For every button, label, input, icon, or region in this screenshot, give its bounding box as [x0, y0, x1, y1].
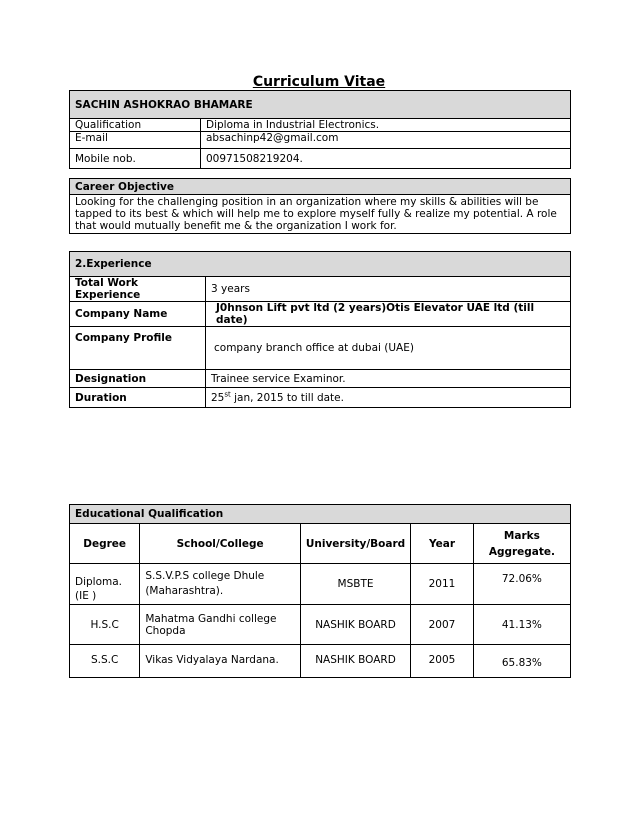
- page-title: Curriculum Vitae: [252, 74, 386, 90]
- education-table: [69, 504, 571, 678]
- experience-heading: 2.Experience: [70, 252, 571, 277]
- designation-value: Trainee service Examinor.: [206, 370, 571, 388]
- company-name-label: Company Name: [70, 302, 206, 327]
- total-experience-label: Total Work Experience: [70, 277, 206, 302]
- university-cell: NASHIK BOARD: [300, 605, 410, 645]
- total-experience-value: 3 years: [206, 277, 571, 302]
- column-header-university: University/Board: [300, 524, 410, 564]
- duration-label: Duration: [70, 388, 206, 408]
- candidate-name: SACHIN ASHOKRAO BHAMARE: [70, 91, 571, 119]
- table-row: [70, 564, 571, 605]
- table-row: [70, 605, 571, 645]
- marks-cell: 65.83%: [473, 645, 570, 678]
- duration-value: 25st jan, 2015 to till date.: [206, 388, 571, 408]
- degree-cell: Diploma.(IE ): [70, 564, 140, 605]
- school-cell: Mahatma Gandhi college Chopda: [140, 605, 301, 645]
- column-header-year: Year: [411, 524, 474, 564]
- company-profile-value: company branch office at dubai (UAE): [206, 327, 571, 370]
- personal-details-table: [69, 90, 571, 169]
- year-cell: 2007: [411, 605, 474, 645]
- experience-table: [69, 251, 571, 408]
- mobile-label: Mobile nob.: [70, 149, 201, 169]
- year-cell: 2005: [411, 645, 474, 678]
- qualification-label: Qualification: [70, 119, 201, 132]
- degree-cell: H.S.C: [70, 605, 140, 645]
- mobile-value: 00971508219204.: [201, 149, 571, 169]
- email-label: E-mail: [70, 132, 201, 149]
- degree-cell: S.S.C: [70, 645, 140, 678]
- marks-cell: 41.13%: [473, 605, 570, 645]
- university-cell: NASHIK BOARD: [300, 645, 410, 678]
- career-objective-text: Looking for the challenging position in an organization where my skills & abilities will be tapped to its best & which will help me to explore myself fully & realize my potential. A role that would mutually benefit me & the organization I work for.: [70, 195, 571, 234]
- education-heading: Educational Qualification: [70, 505, 571, 524]
- marks-cell: 72.06%: [473, 564, 570, 605]
- school-cell: S.S.V.P.S college Dhule (Maharashtra).: [140, 564, 301, 605]
- column-header-school: School/College: [140, 524, 301, 564]
- school-cell: Vikas Vidyalaya Nardana.: [140, 645, 301, 678]
- table-row: [70, 645, 571, 678]
- university-cell: MSBTE: [300, 564, 410, 605]
- column-header-marks: Marks Aggregate.: [473, 524, 570, 564]
- qualification-value: Diploma in Industrial Electronics.: [201, 119, 571, 132]
- company-profile-label: Company Profile: [70, 327, 206, 370]
- column-header-degree: Degree: [70, 524, 140, 564]
- career-objective-heading: Career Objective: [70, 179, 571, 195]
- company-name-value: J0hnson Lift pvt ltd (2 years)Otis Elevator UAE ltd (till date): [206, 302, 571, 327]
- year-cell: 2011: [411, 564, 474, 605]
- career-objective-table: [69, 178, 571, 234]
- designation-label: Designation: [70, 370, 206, 388]
- email-value: absachinp42@gmail.com: [201, 132, 571, 149]
